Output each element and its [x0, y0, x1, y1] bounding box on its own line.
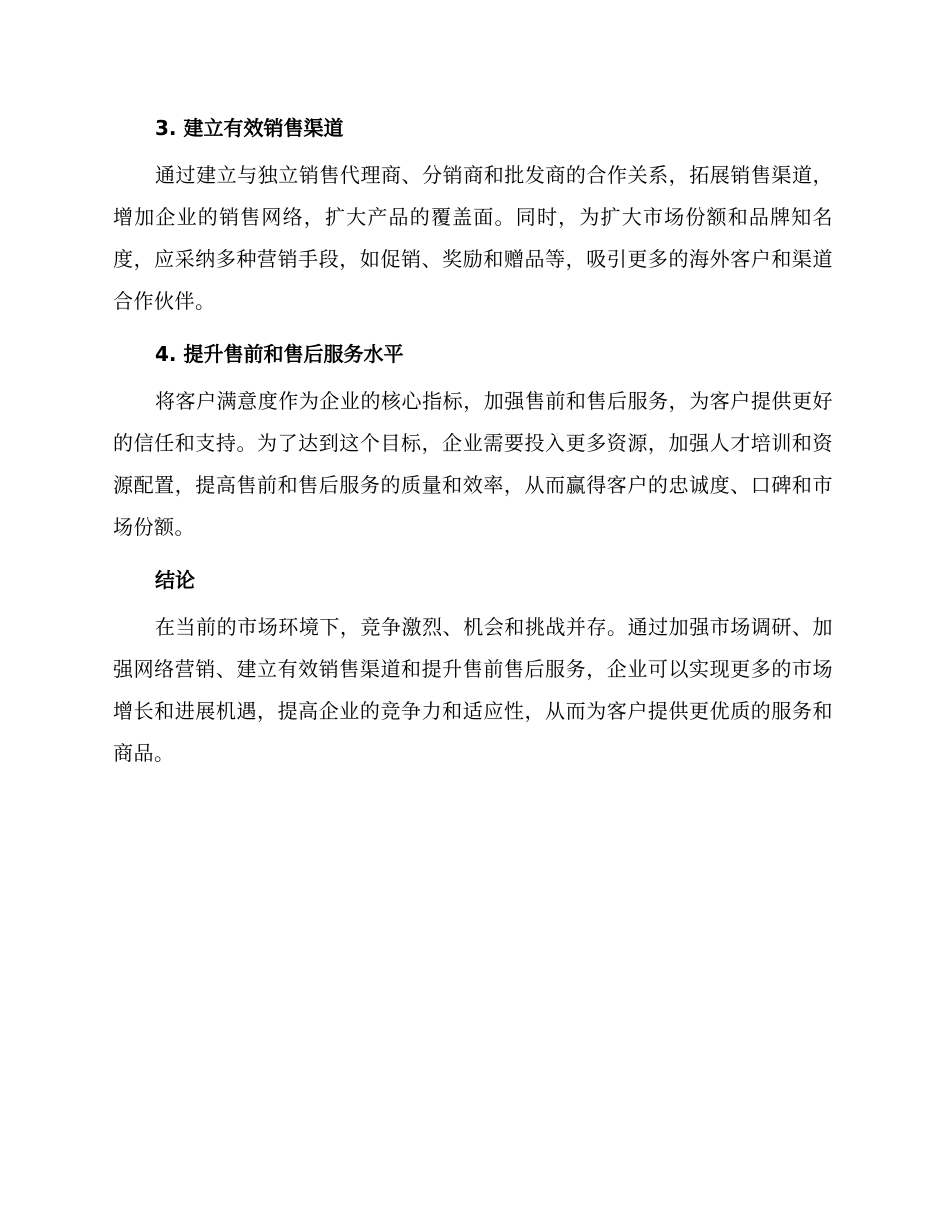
- section-heading-conclusion: 结论: [155, 568, 195, 592]
- section-heading-sales-channels: 3. 建立有效销售渠道: [155, 116, 344, 140]
- section-heading-service-level: 4. 提升售前和售后服务水平: [155, 342, 404, 366]
- section-body-conclusion: 在当前的市场环境下，竞争激烈、机会和挑战并存。通过加强市场调研、加强网络营销、建立有效销售渠道和提升售前售后服务，企业可以实现更多的市场增长和进展机遇，提高企业的竞争力和适应性，从而为客户提供更优质的服务和商品。: [113, 615, 833, 765]
- section-body-sales-channels: 通过建立与独立销售代理商、分销商和批发商的合作关系，拓展销售渠道，增加企业的销售网络，扩大产品的覆盖面。同时，为扩大市场份额和品牌知名度，应采纳多种营销手段，如促销、奖励和赠品等，吸引更多的海外客户和渠道合作伙伴。: [113, 163, 833, 313]
- section-body-service-level: 将客户满意度作为企业的核心指标，加强售前和售后服务，为客户提供更好的信任和支持。为了达到这个目标，企业需要投入更多资源，加强人才培训和资源配置，提高售前和售后服务的质量和效率，从而赢得客户的忠诚度、口碑和市场份额。: [113, 389, 833, 539]
- document-content: [113, 108, 833, 786]
